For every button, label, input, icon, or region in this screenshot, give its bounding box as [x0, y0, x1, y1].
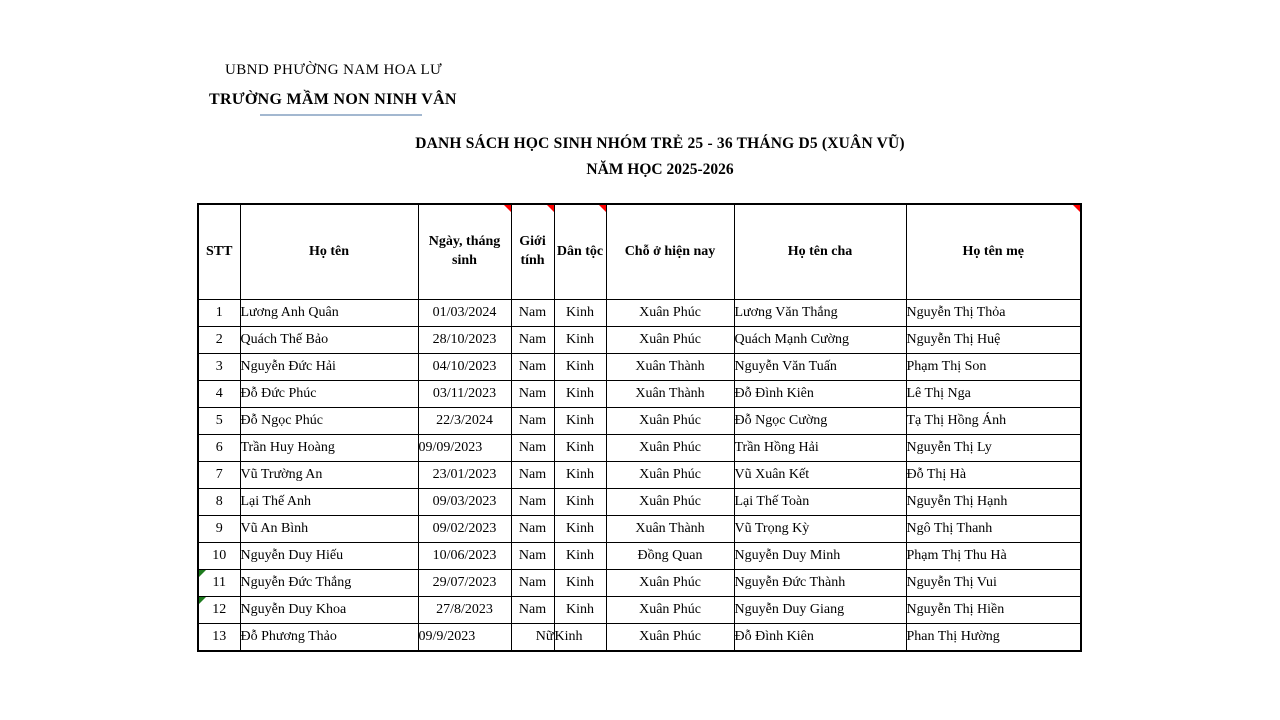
cell-gender[interactable]: Nam: [511, 381, 554, 408]
cell-ethnicity[interactable]: Kinh: [554, 489, 606, 516]
cell-stt[interactable]: 4: [198, 381, 240, 408]
cell-father-name[interactable]: Nguyễn Văn Tuấn: [734, 354, 906, 381]
cell-ethnicity[interactable]: Kinh: [554, 354, 606, 381]
cell-student-name[interactable]: Đỗ Ngọc Phúc: [240, 408, 418, 435]
table-row: [198, 381, 1081, 408]
org-name-underline: [260, 114, 422, 116]
cell-mother-name[interactable]: Nguyễn Thị Thỏa: [906, 300, 1081, 327]
student-rows: [198, 300, 1081, 652]
cell-student-name[interactable]: Đỗ Đức Phúc: [240, 381, 418, 408]
table-row: [198, 597, 1081, 624]
cell-stt[interactable]: 9: [198, 516, 240, 543]
cell-address[interactable]: Xuân Phúc: [606, 300, 734, 327]
cell-mother-name[interactable]: Phạm Thị Thu Hà: [906, 543, 1081, 570]
cell-mother-name[interactable]: Nguyễn Thị Huệ: [906, 327, 1081, 354]
column-header[interactable]: Họ tên mẹ: [906, 204, 1081, 300]
cell-address[interactable]: Xuân Thành: [606, 516, 734, 543]
cell-father-name[interactable]: Nguyễn Đức Thành: [734, 570, 906, 597]
column-header[interactable]: Dân tộc: [554, 204, 606, 300]
column-header[interactable]: STT: [198, 204, 240, 300]
cell-father-name[interactable]: Vũ Trọng Kỳ: [734, 516, 906, 543]
cell-birth-date[interactable]: 28/10/2023: [418, 327, 511, 354]
cell-address[interactable]: Xuân Phúc: [606, 408, 734, 435]
cell-address[interactable]: Xuân Phúc: [606, 489, 734, 516]
document-title: DANH SÁCH HỌC SINH NHÓM TRẺ 25 - 36 THÁNG D5 (XUÂN VŨ): [415, 135, 905, 152]
cell-student-name[interactable]: Nguyễn Duy Khoa: [240, 597, 418, 624]
cell-birth-date[interactable]: 09/02/2023: [418, 516, 511, 543]
table-row: [198, 408, 1081, 435]
cell-gender[interactable]: Nam: [511, 408, 554, 435]
cell-address[interactable]: Xuân Phúc: [606, 597, 734, 624]
cell-father-name[interactable]: Vũ Xuân Kết: [734, 462, 906, 489]
cell-birth-date[interactable]: 09/09/2023: [418, 435, 511, 462]
cell-father-name[interactable]: Trần Hồng Hải: [734, 435, 906, 462]
cell-address[interactable]: Đồng Quan: [606, 543, 734, 570]
cell-student-name[interactable]: Vũ Trường An: [240, 462, 418, 489]
cell-gender[interactable]: Nam: [511, 489, 554, 516]
cell-stt[interactable]: 2: [198, 327, 240, 354]
cell-gender[interactable]: Nữ: [511, 624, 554, 652]
cell-mother-name[interactable]: Lê Thị Nga: [906, 381, 1081, 408]
table-row: [198, 354, 1081, 381]
cell-birth-date[interactable]: 27/8/2023: [418, 597, 511, 624]
cell-student-name[interactable]: Lương Anh Quân: [240, 300, 418, 327]
cell-student-name[interactable]: Nguyễn Đức Thắng: [240, 570, 418, 597]
cell-birth-date[interactable]: 09/9/2023: [418, 624, 511, 652]
cell-gender[interactable]: Nam: [511, 597, 554, 624]
student-roster-table: [197, 203, 1082, 652]
cell-address[interactable]: Xuân Phúc: [606, 462, 734, 489]
table-row: [198, 327, 1081, 354]
cell-student-name[interactable]: Đỗ Phương Thảo: [240, 624, 418, 652]
cell-stt[interactable]: 10: [198, 543, 240, 570]
cell-ethnicity[interactable]: Kinh: [554, 543, 606, 570]
org-name-line1: UBND PHƯỜNG NAM HOA LƯ: [225, 62, 443, 78]
cell-address[interactable]: Xuân Thành: [606, 381, 734, 408]
cell-student-name[interactable]: Nguyễn Duy Hiếu: [240, 543, 418, 570]
cell-ethnicity[interactable]: Kinh: [554, 516, 606, 543]
document-subtitle: NĂM HỌC 2025-2026: [586, 161, 734, 178]
cell-birth-date[interactable]: 09/03/2023: [418, 489, 511, 516]
cell-father-name[interactable]: Đỗ Đình Kiên: [734, 381, 906, 408]
column-header[interactable]: Giới tính: [511, 204, 554, 300]
cell-address[interactable]: Xuân Phúc: [606, 624, 734, 652]
cell-mother-name[interactable]: Tạ Thị Hồng Ánh: [906, 408, 1081, 435]
column-header[interactable]: Họ tên: [240, 204, 418, 300]
cell-stt[interactable]: 12: [198, 597, 240, 624]
cell-mother-name[interactable]: Phan Thị Hường: [906, 624, 1081, 652]
header-row: [198, 204, 1081, 300]
cell-ethnicity[interactable]: Kinh: [554, 435, 606, 462]
cell-stt[interactable]: 7: [198, 462, 240, 489]
cell-birth-date[interactable]: 10/06/2023: [418, 543, 511, 570]
cell-student-name[interactable]: Vũ An Bình: [240, 516, 418, 543]
table-row: [198, 489, 1081, 516]
cell-stt[interactable]: 3: [198, 354, 240, 381]
cell-gender[interactable]: Nam: [511, 300, 554, 327]
table-row: [198, 516, 1081, 543]
cell-student-name[interactable]: Trần Huy Hoàng: [240, 435, 418, 462]
cell-birth-date[interactable]: 04/10/2023: [418, 354, 511, 381]
table-row: [198, 300, 1081, 327]
table-row: [198, 462, 1081, 489]
cell-father-name[interactable]: Đỗ Ngọc Cường: [734, 408, 906, 435]
cell-mother-name[interactable]: Nguyễn Thị Ly: [906, 435, 1081, 462]
cell-ethnicity[interactable]: Kinh: [554, 381, 606, 408]
cell-stt[interactable]: 5: [198, 408, 240, 435]
cell-mother-name[interactable]: Ngô Thị Thanh: [906, 516, 1081, 543]
cell-stt[interactable]: 13: [198, 624, 240, 652]
cell-gender[interactable]: Nam: [511, 435, 554, 462]
org-name-line2: TRƯỜNG MẦM NON NINH VÂN: [209, 91, 457, 108]
cell-mother-name[interactable]: Nguyễn Thị Hạnh: [906, 489, 1081, 516]
cell-student-name[interactable]: Quách Thế Bảo: [240, 327, 418, 354]
cell-student-name[interactable]: Lại Thế Anh: [240, 489, 418, 516]
cell-ethnicity[interactable]: Kinh: [554, 597, 606, 624]
cell-ethnicity[interactable]: Kinh: [554, 570, 606, 597]
column-header[interactable]: Ngày, tháng sinh: [418, 204, 511, 300]
cell-address[interactable]: Xuân Phúc: [606, 435, 734, 462]
cell-stt[interactable]: 1: [198, 300, 240, 327]
table-row: [198, 435, 1081, 462]
table-row: [198, 543, 1081, 570]
cell-mother-name[interactable]: Nguyễn Thị Hiền: [906, 597, 1081, 624]
cell-father-name[interactable]: Lương Văn Thắng: [734, 300, 906, 327]
column-header[interactable]: Họ tên cha: [734, 204, 906, 300]
cell-father-name[interactable]: Lại Thế Toàn: [734, 489, 906, 516]
cell-ethnicity[interactable]: Kinh: [554, 408, 606, 435]
cell-mother-name[interactable]: Nguyễn Thị Vui: [906, 570, 1081, 597]
cell-gender[interactable]: Nam: [511, 516, 554, 543]
cell-mother-name[interactable]: Đỗ Thị Hà: [906, 462, 1081, 489]
cell-father-name[interactable]: Đỗ Đình Kiên: [734, 624, 906, 652]
cell-ethnicity[interactable]: Kinh: [554, 462, 606, 489]
cell-father-name[interactable]: Nguyễn Duy Minh: [734, 543, 906, 570]
column-header[interactable]: Chỗ ở hiện nay: [606, 204, 734, 300]
cell-father-name[interactable]: Nguyễn Duy Giang: [734, 597, 906, 624]
cell-student-name[interactable]: Nguyễn Đức Hải: [240, 354, 418, 381]
cell-ethnicity[interactable]: Kinh: [554, 327, 606, 354]
cell-stt[interactable]: 8: [198, 489, 240, 516]
cell-ethnicity[interactable]: Kinh: [554, 624, 606, 652]
table-row: [198, 570, 1081, 597]
cell-stt[interactable]: 11: [198, 570, 240, 597]
cell-birth-date[interactable]: 22/3/2024: [418, 408, 511, 435]
cell-mother-name[interactable]: Phạm Thị Son: [906, 354, 1081, 381]
cell-stt[interactable]: 6: [198, 435, 240, 462]
cell-birth-date[interactable]: 23/01/2023: [418, 462, 511, 489]
cell-birth-date[interactable]: 29/07/2023: [418, 570, 511, 597]
cell-gender[interactable]: Nam: [511, 570, 554, 597]
cell-gender[interactable]: Nam: [511, 354, 554, 381]
cell-address[interactable]: Xuân Phúc: [606, 327, 734, 354]
table-row: [198, 624, 1081, 652]
cell-father-name[interactable]: Quách Mạnh Cường: [734, 327, 906, 354]
cell-gender[interactable]: Nam: [511, 462, 554, 489]
cell-birth-date[interactable]: 03/11/2023: [418, 381, 511, 408]
cell-birth-date[interactable]: 01/03/2024: [418, 300, 511, 327]
cell-address[interactable]: Xuân Phúc: [606, 570, 734, 597]
cell-gender[interactable]: Nam: [511, 543, 554, 570]
cell-ethnicity[interactable]: Kinh: [554, 300, 606, 327]
cell-gender[interactable]: Nam: [511, 327, 554, 354]
cell-address[interactable]: Xuân Thành: [606, 354, 734, 381]
